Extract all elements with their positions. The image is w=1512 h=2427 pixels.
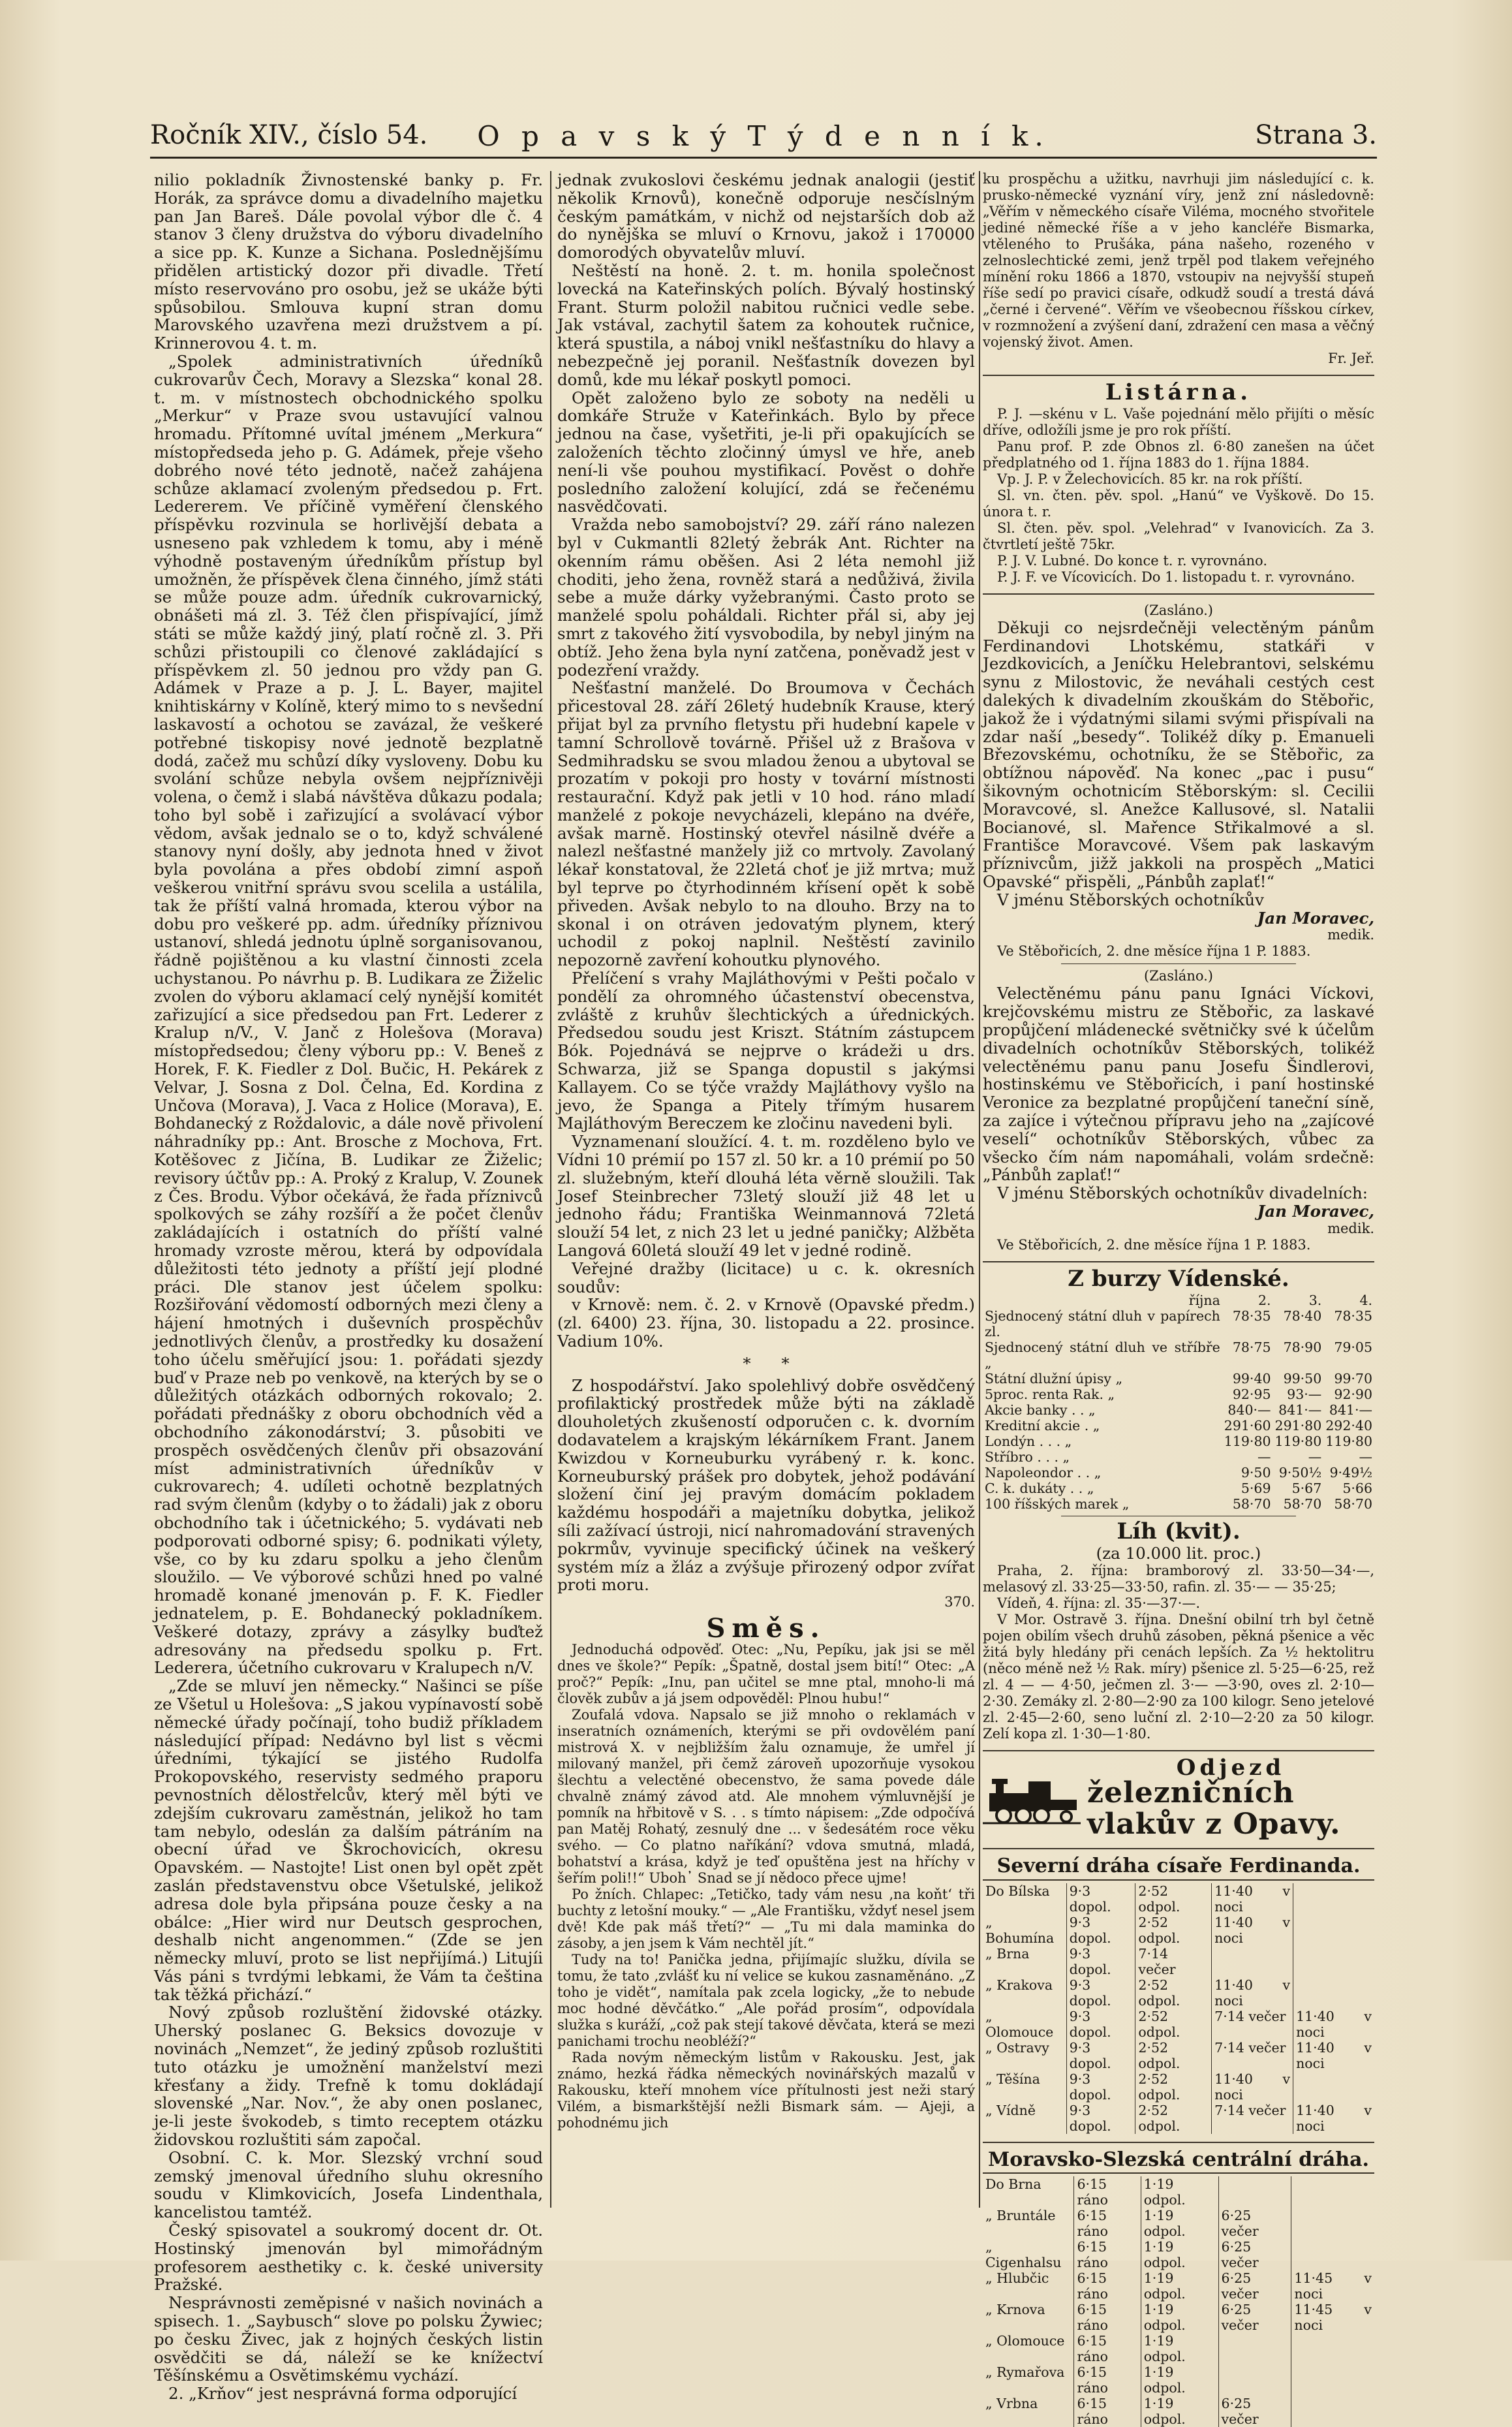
- sever-title: Severní dráha císaře Ferdinanda.: [996, 1854, 1361, 1877]
- table-row: „ Bohumína 9·3 dopol. 2·52 odpol. 11·40 v noci: [983, 1915, 1374, 1946]
- table-row: „ Vídně 9·3 dopol. 2·52 odpol. 7·14 večer 11·40 v noci: [983, 2103, 1374, 2134]
- table-row: „ Cigenhalsu 6·15 ráno 1·19 odpol. 6·25 večer: [983, 2239, 1374, 2270]
- advert-paragraph: Z hospodářství. Jako spolehlivý dobře osvědčený profilaktický prostředek může býti na základě dlouholetých zkušeností odporučen c. k. dvorním dodavatelem a krajským lékárníkem Frant. Janem Kwizdou v Korneuburku vyrábený r. k. konc. Korneuburský prášek pro dobytek, jehož podávání složení činí jej pravým domácím pokladem každému hospodáři a majetníku dobytka, jelikož síli zažívací ústroji, nicí nahromadování stravených pokrmův, vyvinuje specifický účinek na veškerý systém míz a žláz a zvýšuje přirozený odpor zvířat proti moru.: [557, 1375, 975, 1595]
- smes-item: Zoufalá vdova. Napsalo se již mnoho o reklamách v inseratních oznámeních, kterými se při ovdovělém paní mistrová X. v nejbližším žalu oznamuje, že umřel jí milovaný manžel, při čemž zároveň upozorňuje vysokou šlechtu a velectěné obecenstvo, že sama povede dále chvalně známý závod atd. Ale mnohem výmluvnější je pomník na hřbitově v S. . . s tímto nápisem: „Zde odpočívá pan Matěj Rohatý, zesnulý dne ... v šedesátém roce věku svého. — Co platno naříkání? vdova smutná, mladá, bohatství a krása, když je teď opuštěna jest na hříchy v šeřím poli!!“ Uboh᾽ Snad se jí nědoco přece ujme!: [557, 1706, 975, 1886]
- article-paragraph: jednak zvukoslovi českému jednak analogii (jestiť několik Krnovů), konečně odporuje nesčíslným českým památkám, v nichž od nejstarších dob až do nynějška se mluví o Krnovu, jakož i 170000 domorodých obyvatelův mluví.: [557, 170, 975, 262]
- listarna-item: Panu prof. P. zde Obnos zl. 6·80 zanešen na účet předplatného od 1. října 1883 do 1. října 1884.: [983, 438, 1374, 471]
- listarna-title: Listárna.: [1105, 379, 1252, 405]
- article-signature: Fr. Jeř.: [1328, 351, 1374, 366]
- table-row: 100 říšských marek „ 58·70 58·70 58·70: [985, 1495, 1372, 1512]
- table-row: „ Ostravy 9·3 dopol. 2·52 odpol. 7·14 večer 11·40 v noci: [983, 2040, 1374, 2071]
- article-paragraph: Opět založeno bylo ze soboty na neděli u domkáře Struže v Kateřinkách. Bylo by přece jednou na čase, vyšetřiti, je-li při opakujících se založeních těchto zločinný úmysl ve hře, aneb není-li vše pouhou mystifikací. Pověst o dohře posledního založení kolující, zdá se řečenému nasvědčovati.: [557, 388, 975, 516]
- smes-item: Tudy na to! Panička jedna, přijímajíc služku, dívila se tomu, že tato ‚zvlášť ku ní velice se kukou zasnaměnáno. „Z toho je vidět“, namítala pak zcela logicky, „že to nebude moc hodné děvčátko.“ „Ale pořád prosím“, odpovídala služka s kuráží, „což pak stejí takové děvčata, která se mezi panichami trochu neobléží?“: [557, 1951, 975, 2049]
- listarna-item: P. J. F. ve Vícovicích. Do 1. listopadu t. r. vyrovnáno.: [997, 569, 1355, 585]
- auction-heading: Veřejné dražby (licitace) u c. k. okresních soudův:: [557, 1259, 975, 1296]
- article-paragraph: Český spisovatel a soukromý docent dr. Ot. Hostinský jmenován byl mimořádným profesorem aesthetiky c. k. české university Pražské.: [154, 2221, 543, 2294]
- zaslano-date: Ve Stěbořicích, 2. dne měsíce října 1 P. 1883.: [997, 943, 1311, 960]
- article-paragraph: „Zde se mluví jen německy.“ Našinci se píše ze Všetul u Holešova: „S jakou vypínavostí sobě německé úřady počínají, toho budiž příkladem následující případ: Nedávno byl list s věcmi úředními, týkající se jistého Rudolfa Prokopovského, reservisty sedmého praporu pevnostních dělostřelcův, který měl býti ve zdejším cukrovaru zaměstnán, jelikož ho tam tam nebylo, odeslán za dalším pátráním na obecní úřad ve Škrochovicích, okresu Opavském. — Nastojte! List onen byl opět zpět zaslán představenstvu obce Všetulské, jelikož adresa dole byla připsána pouze česky a na obálce: „Hier wird nur Deutsch gesprochen, deshalb nicht angenommen.“ (Zde se jen německy mluví, proto se list nepřijímá.) Litujíi Vás páni s tvrdými lebkami, že Vám ta čeština tak těžká přichází.“: [154, 1676, 543, 2004]
- table-row: Sjednocený státní dluh v papírech zl. 78·35 78·40 78·35: [985, 1307, 1372, 1339]
- column-2: [557, 171, 975, 2221]
- table-row: „ Hlubčic 6·15 ráno 1·19 odpol. 6·25 večer 11·45 v noci: [983, 2270, 1374, 2302]
- column-rule: [550, 171, 551, 2208]
- article-paragraph: Přelíčení s vrahy Majláthovými v Pešti počalo v pondělí za ohromného účastenství obecenstva, zvláště z kruhův šlechtických a úřednických. Předsedou soudu jest Kriszt. Státním zástupcem Bók. Pojednává se nejprve o krádeži u drs. Schwarza, již se Spanga dopustil s jakýmsi Kallayem. Co se týče vraždy Majláthovy vyšlo na jevo, že Spanga a Pitely třímým husarem Majláthovým Bereczem ke zločinu navedeni byli.: [557, 969, 975, 1133]
- table-row: „ Olomouce 6·15 ráno 1·19 odpol.: [983, 2333, 1374, 2364]
- lih-price: Vídeň, 4. října: zl. 35·—37·—.: [997, 1595, 1201, 1612]
- table-row: Do Bílska 9·3 dopol. 2·52 odpol. 11·40 v noci: [983, 1883, 1374, 1915]
- zaslano-role: medik.: [1327, 927, 1374, 943]
- table-row: Státní dlužní úpisy „ 99·40 99·50 99·70: [985, 1370, 1372, 1386]
- table-row: „ Brna 9·3 dopol. 7·14 večer: [983, 1946, 1374, 1977]
- smes-item: Po žních. Chlapec: „Tetičko, tady vám nesu ‚na koňt‘ tři buchty z letošní mouky.“ — „Ale Františku, vždyť nesel jsem dvě! Kde pak máš třetí?“ — „Tu mi dala maminka do zásoby, a jen jsem k Vám nechtěl jít.“: [557, 1886, 975, 1951]
- table-row: „ Rymařova 6·15 ráno 1·19 odpol.: [983, 2364, 1374, 2396]
- lih-title: Líh (kvit).: [1117, 1518, 1241, 1544]
- article-paragraph: Nesprávnosti zeměpisné v našich novinách a spisech. 1. „Saybusch“ slove po polsku Żywiec; po česku Živec, jak z hojných českých listin osvědčiti se dá, náleží se ke knížectví Těšínskému a Osvětimskému vychází.: [154, 2293, 543, 2385]
- table-row: Stříbro . . . „ — — —: [985, 1448, 1372, 1465]
- smes-item: Rada novým německým listům v Rakousku. Jest, jak známo, hezká řádka německých novinářských mazalů v Rakousku, kteří mnohem více přítulnosti jest neži starý Vilém, a bismarkštější nežli Bismark sám. — Ajeji, a pohodnému jich: [557, 2049, 975, 2131]
- advert-number: 370.: [944, 1594, 975, 1610]
- market-report: V Mor. Ostravě 3. října. Dnešní obilní trh byl četně pojen obilím všech druhů zásoben, pěkná pšenice a věc žitá byly hledány při cenách lepších. Za ½ hektolitru (něco méně než ½ Rak. míry) pšenice zl. 5·25—6·25, rež zl. 4 — — 4·50, ječmen zl. 3·— —3·90, oves zl. 2·10—2·30. Zemáky zl. 2·80—2·90 za 100 kilogr. Seno jetelové zl. 2·45—2·60, seno luční zl. 2·10—2·20 za 50 kilogr. Zelí kopa zl. 1·30—1·80.: [983, 1612, 1374, 1742]
- zaslano-signature: Jan Moravec,: [1257, 908, 1374, 928]
- table-row: „ Olomouce 9·3 dopol. 2·52 odpol. 7·14 večer 11·40 v noci: [983, 2009, 1374, 2040]
- listarna-item: P. J. V. Lubné. Do konce t. r. vyrovnáno.: [997, 552, 1268, 569]
- table-row: „ Krakova 9·3 dopol. 2·52 odpol. 11·40 v noci: [983, 1977, 1374, 2009]
- asterism-divider: * *: [743, 1353, 790, 1373]
- burza-title: Z burzy Vídenské.: [1068, 1265, 1289, 1292]
- sever-timetable: [983, 1883, 1374, 2134]
- masthead-title: O p a v s k ý T ý d e n n í k.: [477, 120, 1050, 152]
- morsl-title: Moravsko-Slezská centrální dráha.: [987, 2148, 1369, 2171]
- page-number: Strana 3.: [1255, 120, 1377, 150]
- table-row: Londýn . . . „ 119·80 119·80 119·80: [985, 1433, 1372, 1449]
- zaslano-line: V jménu Stěborských ochotníkův divadelních:: [997, 1183, 1368, 1203]
- morsl-timetable: [983, 2176, 1374, 2427]
- zaslano-label: (Zasláno.): [1144, 968, 1213, 984]
- listarna-item: Sl. vn. čten. pěv. spol. „Hanú“ ve Vyškově. Do 15. února t. r.: [983, 487, 1374, 520]
- lih-subtitle: (za 10.000 lit. proc.): [1096, 1544, 1261, 1563]
- article-paragraph: „Spolek administrativních úředníků cukrovarův Čech, Moravy a Slezska“ konal 28. t. m. v místnostech obchodnického spolku „Merkur“ v Praze svou ustavující valnou hromadu. Přítomné uvítal jménem „Merkura“ místopředseda jeho p. G. Adámek, přeje všeho dobrého nové této jednotě, načež zahájena schůze aklamací zvoleným předsedou p. Frt. Ledererem. Ve příčině vyměření členského příspěvku rozvinula se horlivější debata a usneseno pak vzhledem k tomu, aby i méně výhodně postaveným úředníkům přístup byl umožněn, že příspěvek člena činného, jímž státi se může pouze adm. úředník cukrovarnický, obnášeti má zl. 3. Též člen přispívající, jímž státi se může každý jiný, platí ročně zl. 3. Při schůzi přistoupili co členové zakládající s příspěvkem zl. 50 jednou pro vždy pan G. Adámek v Praze a p. J. L. Bayer, majitel knihtiskárny v Kolíně, který mimo to s nevšední laskavostí a ochotou se zavázal, že veškeré potřebné tiskopisy nové jednotě bezplatně dodá, začež mu schůzí díky vysloveny. Dobu ku svolání schůze nebyla ovšem nejpříznivěji volena, o čemž i slabá návštěva důkazu podala; toho byl sobě i zařizující a svolávací výbor vědom, avšak jednalo se o to, když schválené stanovy nyní došly, aby jednota hned v život byla povolána a přes období zimní aspoň veškerou vnitřní správu svou scelila a ustálila, tak že příští valná hromada, kterou výbor na dobu pro veškeré pp. adm. úředníky příznivou ustanoví, shledá jednotu úplně sorganisovanou, řádně pojištěnou a ku vlastní činnosti zcela uchystanou. Po návrhu p. B. Ludikara ze Žiželic zvolen do výboru aklamací celý nynější komitét zařizující a sice předsedou pan Frt. Lederer z Kralup n/V., V. Janč z Holešova (Morava) místopředsedou; členy výboru pp.: V. Beneš z Horek, F. K. Fiedler z Dol. Bučic, H. Pekárek z Velvar, J. Sosna z Dol. Čelna, Ed. Kordina z Unčova (Morava), J. Vaca z Holice (Morava), E. Bohdanecký z Roždalovic, a dále nově přivolení náhradníky pp.: Ant. Brosche z Mochova, Frt. Kotěšovec z Jičína, B. Ludikar ze Žiželic; revisory účtův pp.: A. Proký z Kralup, V. Zounek z Čes. Brodu. Výbor očekává, že řada příznivců spolkových se záhy rozšíří a že počet členův zakládajících i ostatních do příští valné hromady vzroste měrou, která by odpovídala důležitosti této jednoty a příští její plodné práci. Dle stanov jest účelem spolku: Rozšiřování vědomostí odborných mezi členy a hájení hmotných i duševních prospěchův jednotlivých členův, a prostředky ku dosažení toho účelu směřující jsou: 1. pořádati sjezdy buď v Praze neb po venkově, na kterých by se o důležitých otázkách odborných rokovalo; 2. pořádati přednášky z oboru obchodních věd a obchodního zákonodárství; 3. působiti ve prospěch osvědčených členův při obsazování míst administrativních úředníkův v cukrovarech; 4. udíleti ochotně bezplatných rad svým členům (kdyby o to žádali) jak z oboru obchodního tak i účetnického; 5. vydávati neb podporovati odborné spisy; 6. podnikati výlety, vše, co by ku zdaru spolku a jeho členům sloužilo. — Ve výborové schůzi hned po valné hromadě konané jmenován p. F. K. Fiedler jednatelem, p. E. Bohdanecký pokladníkem. Veškeré dotazy, zprávy a zásylky buďtež adresovány na předsedu spolku p. Frt. Lederera, účetního cukrovaru v Kralupech n/V.: [154, 351, 543, 1678]
- page-header: [150, 117, 1377, 159]
- lih-price: Praha, 2. října: bramborový zl. 33·50—34·—, melasový zl. 33·25—33·50, rafin. zl. 35·— — 35·25;: [983, 1563, 1374, 1595]
- table-row: C. k. dukáty . . „ 5·69 5·67 5·66: [985, 1480, 1372, 1496]
- column-3: [983, 171, 1374, 2427]
- table-row: „ Vrbna 6·15 ráno 1·19 odpol. 6·25 večer: [983, 2396, 1374, 2427]
- zaslano-signature: Jan Moravec,: [1257, 1201, 1374, 1221]
- article-paragraph: 2. „Krňov“ jest nesprávná forma odporující: [168, 2384, 517, 2404]
- zaslano-label: (Zasláno.): [1144, 602, 1213, 618]
- article-paragraph: Osobní. C. k. Mor. Slezský vrchní soud zemský jmenoval úředního sluhu okresního soudu v Klimkovicích, Josefa Lindenthala, kancelistou tamtéž.: [154, 2148, 543, 2222]
- zaslano-line: V jménu Stěborských ochotníkův: [997, 890, 1264, 909]
- article-paragraph: ku prospěchu a užitku, navrhuji jim následující c. k. prusko-německé vyznání víry, jenž zní následovně: „Věřím v německého císaře Viléma, mocného stvořitele jediné německé říše a v jeho kancléře Bismarka, vtěleného to Prušáka, pána našeho, rozeného v zelnoslechtické zemi, jenž trpěl pod tlakem veřejného mínění roku 1866 a 1870, vstoupiv na nejvyšší stupeň říše sedí po pravici císaře, odkudž soudí a trestá dává „černé i červené“. Věřím ve všeobecnou říšskou církev, v rozmnožení a zvýšení daní, zdražení cen masa a věčný vojenský život. Amen.: [983, 171, 1374, 350]
- zaslano-role: medik.: [1327, 1220, 1374, 1236]
- zaslano-text: Děkuji co nejsrdečněji velectěným pánům Ferdinandovi Lhotskému, statkáři v Jezdkovicích, a Jeníčku Helebrantovi, selskému synu z Milostovic, že neváhali cestých cest dalekých k divadelním zkouškám do Stěbořic, jakož že i výdatnými silami svými přispívali na zdar naší „besedy“. Tolikéž díky p. Emanueli Březovskému, ochotníku, že se Stěbořic, za obtížnou nápověď. Na konec „pac i pusu“ šikovným ochotnicím Stěborským: sl. Cecilii Moravcové, sl. Anežce Kallusové, sl. Natalii Bocianové, sl. Mařence Střikalmové a sl. Františce Moravcové. Všem pak laskavým příznivcům, jižž jakkoli na prospěch „Matici Opavské“ přispěli, „Pánbůh zaplať!“: [983, 618, 1374, 891]
- column-1: [154, 170, 543, 2404]
- table-row: Akcie banky . . „ 840·— 841·— 841·—: [985, 1401, 1372, 1418]
- listarna-item: Vp. J. P. v Želechovicích. 85 kr. na rok příští.: [997, 471, 1303, 487]
- table-row: Napoleondor . . „ 9·50 9·50½ 9·49½: [985, 1464, 1372, 1480]
- issue-number: Ročník XIV., číslo 54.: [150, 120, 428, 150]
- odjezd-heading: Odjezd: [1176, 1755, 1286, 1781]
- table-row: Kreditní akcie . „ 291·60 291·80 292·40: [985, 1417, 1372, 1433]
- zaslano-text: Velectěnému pánu panu Ignáci Víckovi, krejčovskému mistru ze Stěbořic, za laskavé propůjčení mládenecké světničky své k účelům divadelních ochotníkův Stěborských, tolikéž velectěnému panu panu Josefu Šindlerovi, hostinskému ve Stěbořicích, i paní hostinské Veronice za bezplatné propůjčení taneční síně, za zajíce i výtečnou přípravu jeho na „zajícové veselí“ ochotníkův Stěborských, vůbec za všecko čím nám napomáhali, volám srdečně: „Pánbůh zaplať!“: [983, 984, 1374, 1185]
- article-paragraph: Nešťastní manželé. Do Broumova v Čechách přicestoval 28. září 26letý hudebník Krause, který přijat byl za prvního fletystu při hudební kapele v tamní Schrollově továrně. Přišel už z Brašova v Sedmihradsku se svou mladou ženou a ubytoval se prozatím v pokoji pro hosty v tovární místnosti restaurační. Když pak jetli v 10 hod. ráno mladí manželé z pokoje nevycházeli, klepáno na dvéře, avšak marně. Hostinský otevřel násilně dvéře a nalezl nešťastné manžely již co mrtvoly. Zavolaný lékař konstatoval, že 22letá choť je již mrtva; muž byl teprve po čtyrhodinném křísení opět k sobě přiveden. Avšak nebylo to na dlouho. Brzy na to skonal i on otráven jedovatým plynem, který uchodil z pokoj naplnil. Neštěstí zavinilo nepozorně zavření kohoutku plynového.: [557, 678, 975, 970]
- smes-item: Jednoduchá odpověď. Otec: „Nu, Pepíku, jak jsi se měl dnes ve škole?“ Pepík: „Špatně, dostal jsem bití!“ Otec: „A proč?“ Pepík: „Inu, pan učitel se mne ptal, mnoho-li má člověk zubův a já jsem odpověděl: Plnou hubu!“: [557, 1641, 975, 1706]
- article-paragraph: Vražda nebo samobojství? 29. září ráno nalezen byl v Cukmantli 82letý žebrák Ant. Richter na okenním rámu oběšen. Asi 2 léta nemohl již choditi, jeho žena, rovněž stará a nedůživá, živila sebe a muže dárky vyžebranými. Často proto se manželé spolu poháldali. Richter přál si, aby jej smrt z takového žití vysvobodila, by nebyl jiným na obtíž. Jeho žena byla nyní zatčena, poněvadž jest v podezření vraždy.: [557, 515, 975, 680]
- burza-table: [983, 1292, 1374, 1512]
- listarna-item: Sl. čten. pěv. spol. „Velehrad“ v Ivanovicích. Za 3. čtvrtletí ještě 75kr.: [983, 520, 1374, 552]
- table-row: „ Krnova 6·15 ráno 1·19 odpol. 6·25 večer 11·45 v noci: [983, 2302, 1374, 2333]
- table-row: Sjednocený státní dluh ve stříbře „ 78·75 78·90 79·05: [985, 1339, 1372, 1371]
- table-header: října 2. 3. 4.: [1188, 1292, 1372, 1308]
- locomotive-icon: [983, 1774, 1081, 1826]
- article-paragraph: nilio pokladník Živnostenské banky p. Fr. Horák, za správce domu a divadelního majetku pan Jan Bareš. Dále povolal výbor dle č. 4 stanov 3 členy družstva do výboru divadelního a sice pp. K. Kunze a Sichana. Poslednějšímu přidělen artistický dozor při divadle. Třetí místo reservováno pro osobu, jež se ukáže býti spůsobilou. Smlouva kupní stran domu Marovského uzavřena mezi družstvem a pí. Krinnerovou 4. t. m.: [154, 170, 543, 353]
- zaslano-date: Ve Stěbořicích, 2. dne měsíce října 1 P. 1883.: [997, 1236, 1311, 1253]
- article-paragraph: Nový způsob rozluštění židovské otázky. Uherský poslanec G. Beksics dovozuje v novinách „Nemzet“, že jediný způsob rozluštiti tuto otázku je umožnění manželství mezi křesťany a židy. Trefně k tomu dokládají slovenské „Nar. Nov.“, že aby onen poslanec, je-li jeste švokodeb, s timto receptem otázku židovskou rozluštiti sám započal.: [154, 2003, 543, 2150]
- table-row: „ Těšína 9·3 dopol. 2·52 odpol. 11·40 v noci: [983, 2071, 1374, 2103]
- odjezd-subheading: železničních vlakův z Opavy.: [1087, 1776, 1341, 1841]
- odjezd-banner: [983, 1755, 1374, 1841]
- table-row: „ Bruntále 6·15 ráno 1·19 odpol. 6·25 večer: [983, 2208, 1374, 2239]
- article-paragraph: Neštěstí na honě. 2. t. m. honila společnost lovecká na Kateřinských polích. Bývalý hostinský Frant. Sturm položil nabitou ručnici vedle sebe. Jak vstával, zachytil šatem za kohoutek ručnice, která spustila, a náboj vnikl nešťastníku do hlavy a nebezpečně jej poranil. Nešťastník dovezen byl domů, kde mu lékař poskytl pomoci.: [557, 260, 975, 389]
- smes-title: Směs.: [706, 1613, 826, 1644]
- table-row: 5proc. renta Rak. „ 92·95 93·— 92·90: [985, 1386, 1372, 1402]
- auction-entry: v Krnově: nem. č. 2. v Krnově (Opavské předm.) (zl. 6400) 23. října, 30. listopadu a 22. prosince. Vadium 10%.: [557, 1295, 975, 1351]
- column-rule: [979, 171, 980, 2208]
- table-row: Do Brna 6·15 ráno 1·19 odpol.: [983, 2176, 1374, 2208]
- article-paragraph: Vyznamenaní sloužící. 4. t. m. rozděleno bylo ve Vídni 10 prémií po 157 zl. 50 kr. a 10 prémií po 50 zl. služebným, kteří dlouhá léta věrně sloužili. Tak Josef Steinbrecher 73letý slouží již 48 let u jednoho řádu; Františka Weinmannová 72letá slouží 54 let, z nich 23 let u jedné paničky; Alžběta Langová 60letá slouží 49 let v jedné rodině.: [557, 1132, 975, 1260]
- listarna-item: P. J. —skénu v L. Vaše pojednání mělo přijíti o měsíc dříve, odložíli jsme je pro rok příští.: [983, 405, 1374, 438]
